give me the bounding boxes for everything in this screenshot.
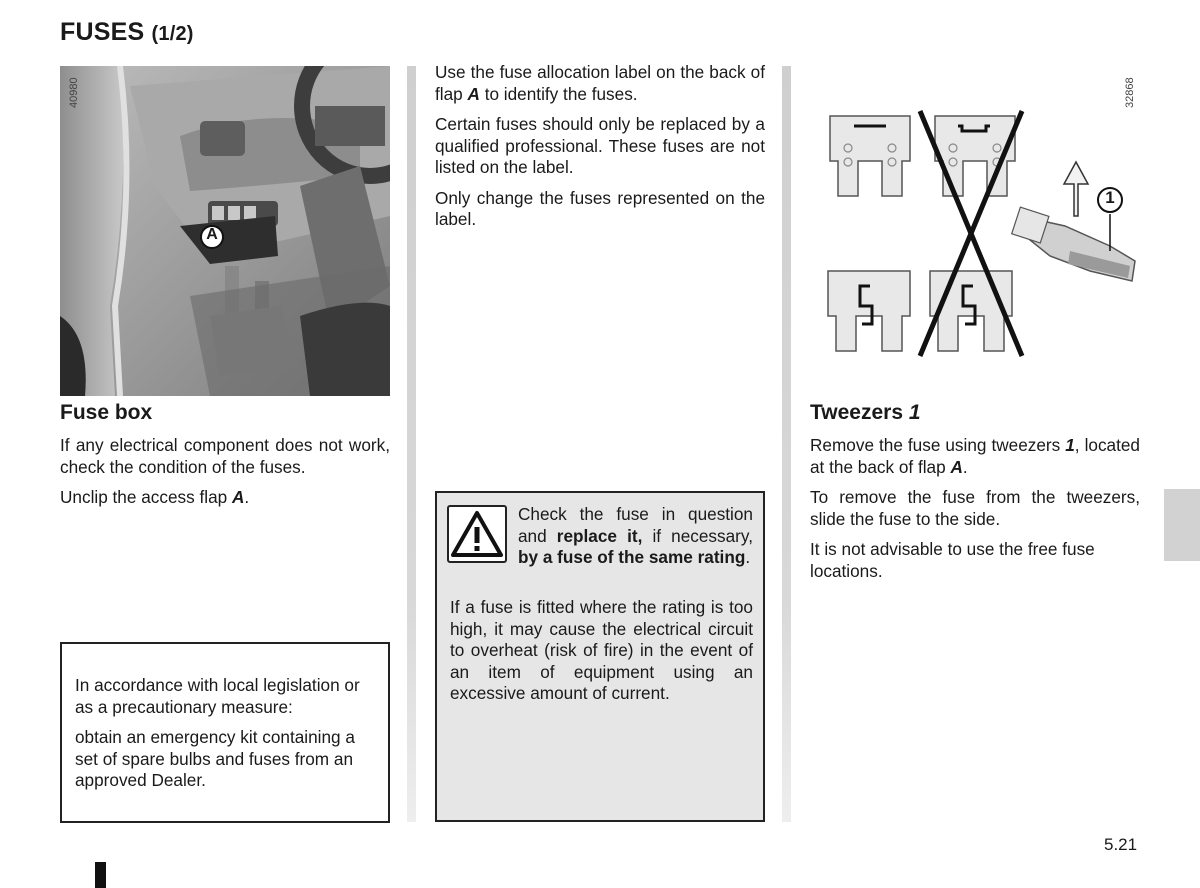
fuse-removal-illustration [810, 66, 1140, 366]
legal-notice-box [60, 642, 390, 823]
column-separator [407, 66, 416, 822]
warning-secondary-text: If a fuse is fitted where the rating is too high, it may cause the electrical circuit to overheat (risk of fire) in the event of an item of equipment using an excessive amount of current. [450, 597, 753, 703]
fuse-diagram [810, 66, 1140, 366]
tweezers-callout-label: 1 [1105, 188, 1115, 207]
fuse-label-para2: Certain fuses should only be replaced by a qualified professional. These fuses are not listed on the label. [435, 114, 765, 177]
legal-notice-para1: In accordance with local legislation or as a precautionary measure: [75, 675, 360, 717]
tweezers-para1: Remove the fuse using tweezers 1, located at the back of flap A. [810, 435, 1140, 477]
tweezers-heading: Tweezers 1 [810, 401, 921, 424]
flap-ref: A [231, 487, 245, 507]
legal-notice-para2: obtain an emergency kit containing a set of spare bulbs and fuses from an approved Dealer. [75, 727, 355, 790]
fuse-box-para1: If any electrical component does not work, check the condition of the fuses. [60, 435, 390, 477]
fuse-box-photo [60, 66, 390, 396]
fuse-box-section [60, 401, 390, 518]
warning-main-text: Check the fuse in question and replace it, if necessary, by a fuse of the same rating. [518, 504, 753, 567]
car-interior-illustration [60, 66, 390, 396]
chapter-tab [1164, 489, 1200, 561]
page-number: 5.21 [1104, 835, 1138, 854]
page-title-text: FUSES [60, 18, 145, 46]
fuse-box-heading: Fuse box [60, 401, 153, 424]
image-code: 40980 [68, 77, 80, 108]
image-code: 32868 [1124, 77, 1136, 108]
fuse-label-para3: Only change the fuses represented on the label. [435, 187, 765, 229]
flap-ref: A [467, 83, 480, 104]
tweezers-para2: To remove the fuse from the tweezers, slide the fuse to the side. [810, 487, 1140, 529]
crop-mark [95, 862, 106, 888]
page-title [60, 18, 194, 47]
fuse-label-para1: Use the fuse allocation label on the back of flap A to identify the fuses. [435, 62, 765, 104]
fuse-label-section [435, 62, 765, 240]
fuse-box-para2: Unclip the access flap A. [60, 487, 250, 507]
page-title-suffix: (1/2) [151, 23, 194, 45]
tweezers-para3: It is not advisable to use the free fuse locations. [810, 539, 1095, 581]
warning-triangle-icon [447, 505, 507, 563]
warning-box [435, 491, 765, 822]
column-separator [782, 66, 791, 822]
tweezers-section [810, 401, 1140, 591]
flap-a-label: A [206, 226, 218, 243]
